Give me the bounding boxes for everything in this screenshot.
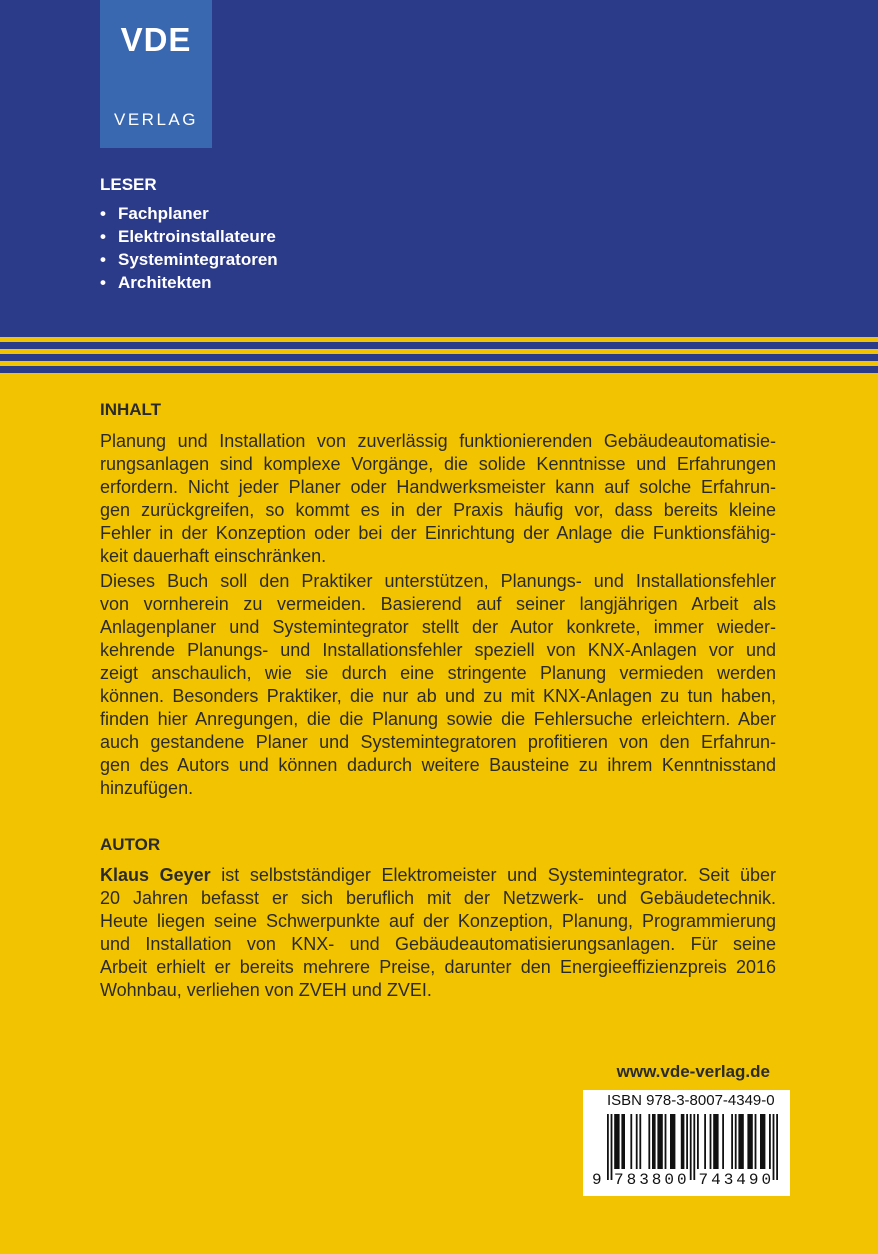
text-line: Anlagenplaner und Systemintegrator stellt der Autor konkrete, immer wieder- [100,617,776,637]
inhalt-heading: INHALT [100,400,162,419]
barcode-bar [731,1114,733,1169]
autor-paragraph [100,864,776,1002]
text-line: rungsanlagen sind komplexe Vorgänge, die solide Kenntnisse und Erfahrungen [100,454,776,474]
text-line: erfordern. Nicht jeder Planer oder Handwerksmeister kann auf solche Erfahrun- [100,477,776,497]
text-line: finden hier Anregungen, die die Planung sowie die Fehlersuche erleichtern. Aber [100,709,776,729]
barcode-bar [670,1114,675,1169]
barcode-bar [755,1114,757,1169]
text-line: zeigt anschaulich, wie sie durch eine stringente Planung vermieden werden [100,663,776,683]
bullet-icon: • [100,204,106,223]
barcode-bar [611,1114,613,1180]
stripe [0,342,878,349]
barcode-bar [639,1114,641,1169]
bullet-icon: • [100,227,106,246]
barcode-bar [769,1114,771,1169]
text-line: Dieses Buch soll den Praktiker unterstützen, Planungs- und Installationsfehler [100,571,776,591]
barcode-bar [636,1114,638,1169]
barcode-bar [697,1114,699,1169]
text-line [100,864,776,887]
inhalt-paragraph-1 [100,430,776,568]
barcode-bar [665,1114,667,1169]
barcode-bar [681,1114,685,1169]
list-item [100,202,278,225]
barcode-bar [693,1114,695,1180]
inhalt-paragraph-2 [100,570,776,800]
barcode-bar [607,1114,609,1180]
list-item-label: Architekten [118,273,212,292]
stripe [0,366,878,373]
vde-verlag-logo [100,0,212,148]
barcode-bar [686,1114,688,1169]
logo-verlag-text: VERLAG [114,110,198,129]
text-line: Fehler in der Konzeption oder bei der Einrichtung der Anlage die Funktionsfähig- [100,523,776,543]
barcode-bar [747,1114,752,1169]
barcode-first-digit: 9 [592,1171,605,1189]
barcode-bar [630,1114,632,1169]
text-line: keit dauerhaft einschränken. [100,546,327,566]
text-line: auch gestandene Planer und Systemintegratoren profitieren von den Erfahrun- [100,732,776,752]
text-line: Planung und Installation von zuverlässig funktionierenden Gebäudeautomatisie- [100,431,776,451]
isbn-number: ISBN 978-3-8007-4349-0 [607,1092,775,1109]
barcode-bar [621,1114,625,1169]
text-line: können. Besonders Praktiker, die nur ab und zu mit KNX-Anlagen zu tun haben, [100,686,776,706]
barcode-bar [713,1114,718,1169]
bullet-icon: • [100,273,106,292]
text-line: und Installation von KNX- und Gebäudeautomatisierungsanlagen. Für seine [100,934,776,954]
barcode-bar [652,1114,656,1169]
publisher-website: www.vde-verlag.de [616,1062,770,1081]
barcode-bar [710,1114,712,1169]
barcode-bar [690,1114,692,1180]
barcode-bar [776,1114,778,1180]
autor-heading: AUTOR [100,835,161,854]
text-line: Arbeit erhielt er bereits mehrere Preise, darunter den Energieeffizienzpreis 2016 [100,957,776,977]
isbn-barcode-block [583,1090,790,1196]
list-item [100,271,278,294]
list-item [100,248,278,271]
text-line: kehrende Planungs- und Installationsfehler speziell von KNX-Anlagen vor und [100,640,776,660]
text-segment: ist selbstständiger Elektromeister und Systemintegrator. Seit über [210,865,777,885]
list-item-label: Elektroinstallateure [118,227,276,246]
barcode-bar [648,1114,650,1169]
barcode-bar [760,1114,765,1169]
top-blue-band [0,0,878,337]
text-line: gen zurückgreifen, so kommt es in der Praxis häufig vor, dass bereits kleine [100,500,776,520]
text-line: Heute liegen seine Schwerpunkte auf der Konzeption, Planung, Programmierung [100,911,776,931]
barcode-bar [614,1114,619,1169]
list-item [100,225,278,248]
barcode-bar [704,1114,706,1169]
leser-list [100,202,278,294]
barcode-bar [722,1114,724,1169]
barcode-left-digits: 783800 [614,1171,690,1189]
leser-heading: LESER [100,175,157,194]
logo-vde-text: VDE [120,21,192,58]
text-line: gen des Autors und können dadurch weitere Bausteine zu ihrem Kenntnisstand [100,755,776,775]
list-item-label: Systemintegratoren [118,250,278,269]
divider-stripes [0,337,878,373]
barcode-bar [738,1114,743,1169]
text-line: Wohnbau, verliehen von ZVEH und ZVEI. [100,980,432,1000]
leser-section [100,174,278,294]
barcode-bar [657,1114,662,1169]
barcode-right-digits: 743490 [698,1171,775,1189]
text-line: hinzufügen. [100,778,194,798]
barcode-bar [735,1114,737,1169]
stripe [0,354,878,361]
list-item-label: Fachplaner [118,204,209,223]
author-name: Klaus Geyer [100,865,211,885]
text-line: von vornherein zu vermeiden. Basierend auf seiner langjährigen Arbeit als [100,594,776,614]
text-line: 20 Jahren befasst er sich beruflich mit der Netzwerk- und Gebäudetechnik. [100,888,776,908]
bullet-icon: • [100,250,106,269]
